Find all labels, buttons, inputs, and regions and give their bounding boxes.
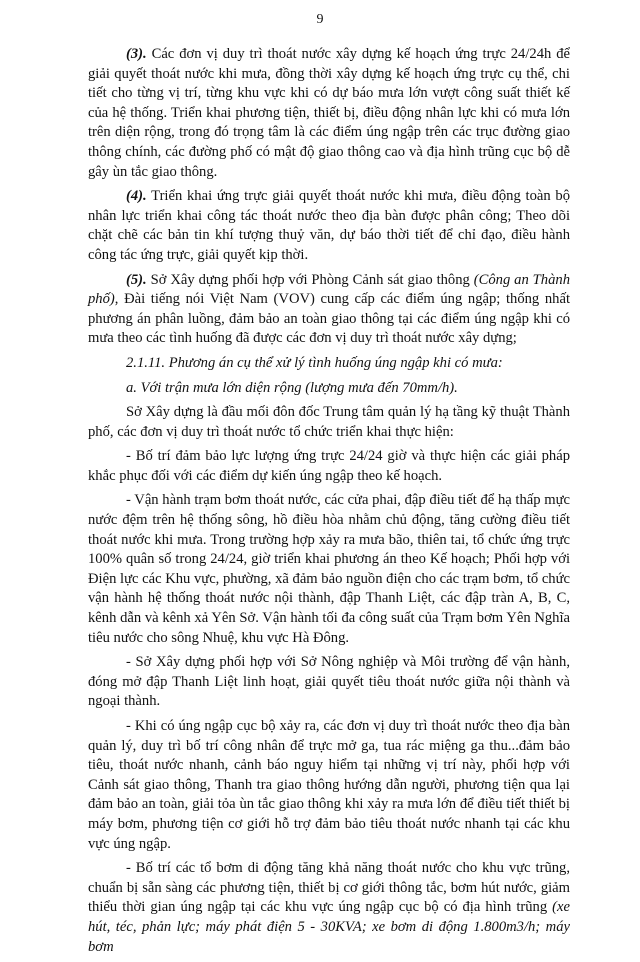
bullet-1: - Bố trí đảm bảo lực lượng ứng trực 24/24 giờ và thực hiện các giải pháp khắc phục đối với các điểm dự kiến úng ngập theo kế hoạch.	[88, 448, 570, 484]
bullet-3: - Sở Xây dựng phối hợp với Sở Nông nghiệp và Môi trường để vận hành, đóng mở đập Thanh Liệt linh hoạt, giải quyết tiêu thoát nước giữa nội thành và ngoại thành.	[88, 654, 570, 710]
bullet-5-italic: (xe hút, téc, phản lực; máy phát điện 5 - 30KVA; xe bơm di động 1.800m3/h; máy bơm	[88, 899, 570, 955]
document-body	[88, 45, 570, 962]
paragraph-lead: Sở Xây dựng là đầu mối đôn đốc Trung tâm quản lý hạ tầng kỹ thuật Thành phố, các đơn vị duy trì thoát nước tổ chức triển khai thực hiện:	[88, 404, 570, 440]
page-number: 9	[316, 12, 324, 27]
item-marker-3: (3).	[126, 46, 147, 62]
bullet-5	[88, 859, 570, 957]
item-marker-5: (5).	[126, 271, 147, 288]
paragraph-4	[88, 187, 570, 265]
bullet-4: - Khi có úng ngập cục bộ xảy ra, các đơn vị duy trì thoát nước theo địa bàn quản lý, duy trì bố trí công nhân để trực mở ga, tua rác miệng ga thu...đảm bảo tiêu, thoát nước nhanh, cảnh báo nguy hiểm tại những vị trí này, phối hợp với Cảnh sát giao thông, Thanh tra giao thông hướng dẫn người, phương tiện qua lại đảm bảo an toàn, giải tỏa ùn tắc giao thông khi xảy ra mưa lớn để điều tiết thiết bị máy bơm, phương tiện cơ giới hỗ trợ đảm bảo tiêu thoát nước nhanh tại các khu vực úng ngập.	[88, 718, 570, 852]
paragraph-5-text-a: Sở Xây dựng phối hợp với Phòng Cảnh sát giao thông	[146, 271, 474, 288]
section-heading-2-1-11: 2.1.11. Phương án cụ thể xử lý tình huống úng ngập khi có mưa:	[126, 354, 503, 371]
paragraph-4-text: Triển khai ứng trực giải quyết thoát nước khi mưa, điều động toàn bộ nhân lực triển khai công tác thoát nước theo địa bàn được phân công; Theo dõi chặt chẽ các bản tin khí tượng thuỷ văn, dự báo thời tiết để chỉ đạo, điều hành công tác ứng trực, giải quyết kịp thời.	[88, 188, 570, 263]
paragraph-3	[88, 45, 570, 182]
item-marker-4: (4).	[126, 188, 147, 205]
bullet-5-text: - Bố trí các tổ bơm di động tăng khả năng thoát nước cho khu vực trũng, chuẩn bị sẵn sàng các phương tiện, thiết bị cơ giới thông tắc, bơm hút nước, giảm thiểu thời gian úng ngập tại các khu vực úng ngập cục bộ có địa hình trũng	[88, 860, 570, 916]
paragraph-5-text-b: , Đài tiếng nói Việt Nam (VOV) cung cấp các điểm úng ngập; thống nhất phương án phân luồng, đảm bảo an toàn giao thông tại các điểm úng ngập khi có mưa theo các tình huống đã được các đơn vị duy trì thoát nước xây dựng;	[88, 291, 570, 347]
paragraph-5-italic: (Công an Thành phố)	[88, 271, 570, 308]
bullet-2: - Vận hành trạm bơm thoát nước, các cửa phai, đập điều tiết để hạ thấp mực nước đệm trên hệ thống sông, hồ điều hòa nhằm chủ động, tăng cường điều tiết thoát nước khi mưa. Trong trường hợp xảy ra mưa bão, thiên tai, tổ chức ứng trực 100% quân số trong 24/24, giờ triển khai phương án theo Kế hoạch; Phối hợp với Điện lực các Khu vực, phường, xã đảm bảo nguồn điện cho các trạm bơm, tổ chức vận hành hệ thống thoát nước nội thành, đập Thanh Liệt, các đập tràn A, B, C, kênh dẫn và kênh xả Yên Sở. Vận hành tối đa công suất của Trạm bơm Yên Nghĩa tiêu nước cho sông Nhuệ, khu vực Hà Đông.	[88, 492, 570, 646]
paragraph-5	[88, 271, 570, 349]
paragraph-3-text: Các đơn vị duy trì thoát nước xây dựng kế hoạch ứng trực 24/24h để giải quyết thoát nước khi mưa, đồng thời xây dựng kế hoạch ứng trực cụ thể, chi tiết cho từng vị trí, từng khu vực khi có dự báo mưa lớn vượt công suất thiết kế của hệ thống. Triển khai phương tiện, thiết bị, điều động nhân lực khi có mưa lớn trên diện rộng, trong đó trọng tâm là các điểm úng ngập trên các trục đường giao thông chính, các đường phố có mật độ giao thông cao và địa hình trũng cục bộ dễ gây ùn tắc giao thông.	[88, 46, 570, 180]
subsection-heading-a: a. Với trận mưa lớn diện rộng (lượng mưa đến 70mm/h).	[126, 379, 458, 396]
